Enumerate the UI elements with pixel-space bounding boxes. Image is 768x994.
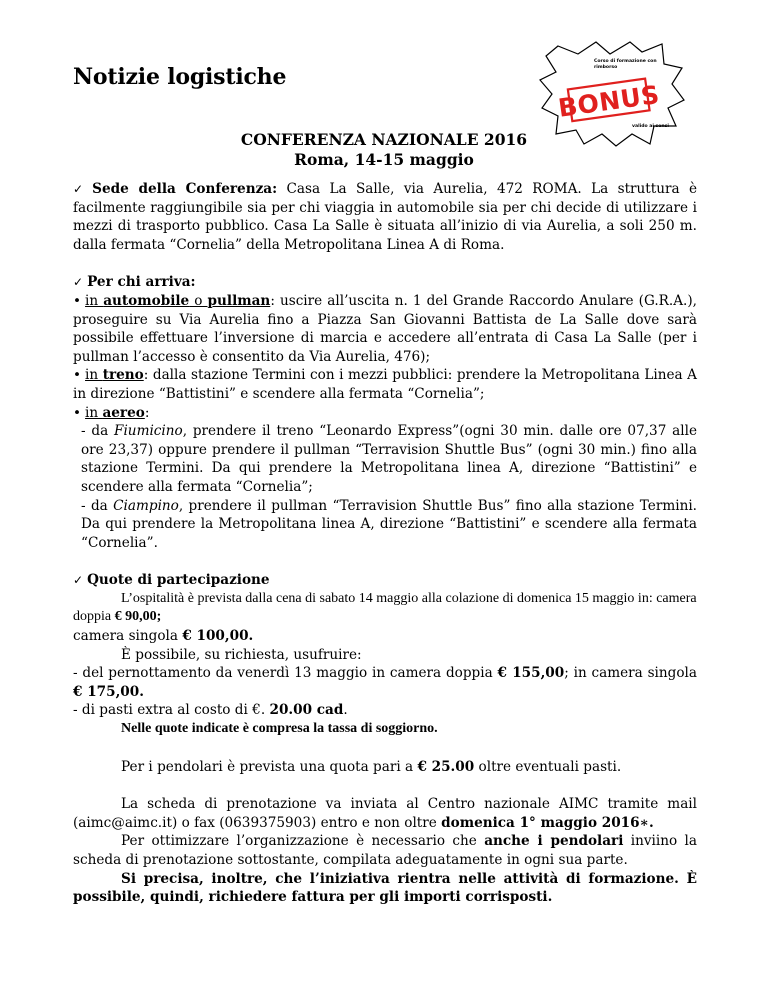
badge-bonus-word: BONUS bbox=[556, 79, 662, 123]
arrivo-label: Per chi arriva: bbox=[87, 274, 196, 291]
sede-label: Sede della Conferenza: bbox=[92, 181, 278, 197]
pendolari-pre: Per i pendolari è prevista una quota pari a bbox=[121, 758, 418, 775]
p1-date: domenica 1° maggio 2016 bbox=[441, 814, 640, 831]
p1-star: ∗. bbox=[639, 814, 654, 831]
p2-bold: anche i pendolari bbox=[484, 833, 624, 850]
aereo-prefix: in bbox=[85, 404, 103, 421]
page-title: Notizie logistiche bbox=[73, 64, 287, 90]
p1-pre: La scheda di prenotazione va inviata al Centro nazionale AIMC tramite mail (aimc@aimc.it) o fax (0639375903) entro e non oltre bbox=[73, 796, 697, 831]
pernott-singola: € 175,00. bbox=[73, 683, 144, 700]
auto-word: automobile bbox=[103, 292, 190, 309]
pendolari-price: € 25.00 bbox=[417, 758, 475, 775]
quote-tassa: Nelle quote indicate è compresa la tassa di soggiorno. bbox=[121, 721, 438, 737]
quote-text: L’ospitalità è prevista dalla cena di sabato 14 maggio alla colazione di domenica 15 maggio in: camera doppia bbox=[73, 590, 697, 625]
prenotazione-p3 bbox=[73, 870, 697, 907]
bullet-icon: • bbox=[73, 367, 82, 384]
check-icon: ✓ bbox=[73, 573, 84, 588]
pasti-end: . bbox=[343, 702, 348, 719]
sede-text: Casa La Salle, via Aurelia, 472 ROMA. La struttura è facilmente raggiungibile sia per chi viaggia in automobile sia per chi decide di utilizzare i mezzi di trasporto pubblico. Casa La Salle è situata all’inizio di via Aurelia, a soli 250 m. dalla fermata “Cornelia” della Metropolitana Linea A di Roma. bbox=[73, 181, 697, 253]
quote-line1 bbox=[73, 590, 697, 627]
auto-text: : uscire all’uscita n. 1 del Grande Raccordo Anulare (G.R.A.), proseguire su Via Aurelia fino a Piazza San Giovanni Battista de La Salle dove sarà possibile effettuare l’inversione di marcia e accedere all’entrata di Casa La Salle (per i pullman l’accesso è consentito da Via Aurelia, 476); bbox=[73, 292, 697, 365]
treno-word: treno bbox=[102, 367, 144, 384]
quote-heading bbox=[73, 571, 697, 590]
badge-bottom-text: valido ai sensi bbox=[632, 124, 669, 129]
ciampino-text: , prendere il pullman “Terravision Shuttle Bus” fino alla stazione Termini. Da qui prendere la Metropolitana linea A, direzione “Battistini” e scendere alla fermata “Cornelia”. bbox=[81, 497, 697, 551]
pendolari-post: oltre eventuali pasti. bbox=[474, 758, 622, 775]
quote-singola bbox=[73, 627, 697, 646]
treno-text: : dalla stazione Termini con i mezzi pubblici: prendere la Metropolitana Linea A in direzione “Battistini” e scendere alla fermata “Cornelia”; bbox=[73, 367, 697, 402]
pernott-pre: - del pernottamento da venerdì 13 maggio in camera doppia bbox=[73, 665, 498, 682]
conference-place-date: Roma, 14-15 maggio bbox=[294, 150, 474, 169]
doppia-price: € 90,00; bbox=[114, 609, 162, 625]
fiumicino-pre: - da bbox=[81, 423, 115, 440]
check-icon: ✓ bbox=[73, 182, 89, 196]
badge-top-text-2: rimborso bbox=[594, 65, 618, 70]
auto-word2: pullman bbox=[207, 292, 271, 309]
conference-heading bbox=[0, 130, 768, 170]
check-icon: ✓ bbox=[73, 275, 84, 290]
p2-post: inviino la scheda di prenotazione sottostante, compilata adeguatamente in ogni sua parte. bbox=[73, 833, 697, 868]
arrivo-auto bbox=[73, 292, 697, 366]
aereo-word: aereo bbox=[102, 404, 145, 421]
pernott-doppia: € 155,00 bbox=[497, 665, 565, 682]
quote-label: Quote di partecipazione bbox=[87, 572, 270, 589]
ciampino-word: Ciampino bbox=[113, 497, 179, 514]
conference-name: CONFERENZA NAZIONALE 2016 bbox=[240, 130, 528, 149]
prenotazione-p1 bbox=[73, 795, 697, 832]
quote-pasti bbox=[73, 701, 697, 720]
badge-top-text-1: Corso di formazione con bbox=[594, 59, 657, 64]
singola-price: € 100,00. bbox=[182, 628, 254, 645]
pasti-pre: - di pasti extra al costo di €. bbox=[73, 702, 270, 719]
sede-paragraph bbox=[73, 180, 697, 254]
ciampino-pre: - da bbox=[81, 497, 114, 514]
arrivo-aereo bbox=[73, 404, 697, 423]
auto-mid: o bbox=[189, 292, 208, 309]
bullet-icon: • bbox=[73, 292, 82, 309]
p3-text: Si precisa, inoltre, che l’iniziativa rientra nelle attività di formazione. È possibile, quindi, richiedere fattura per gli importi corrisposti. bbox=[73, 870, 697, 906]
bullet-icon: • bbox=[73, 404, 82, 421]
pernott-mid: ; in camera singola bbox=[564, 665, 697, 682]
quote-pendolari bbox=[73, 758, 697, 777]
treno-prefix: in bbox=[85, 367, 103, 384]
fiumicino-text: , prendere il treno “Leonardo Express”(ogni 30 min. dalle ore 07,37 alle ore 23,37) oppure prendere il pullman “Terravision Shuttle Bus” (ogni 30 min.) fino alla stazione Termini. Da qui prendere la Metropolitana linea A, direzione “Battistini” e scendere alla fermata “Cornelia”; bbox=[81, 423, 698, 495]
quote-possibile: È possibile, su richiesta, usufruire: bbox=[121, 646, 362, 663]
arrivo-fiumicino bbox=[73, 422, 697, 496]
aereo-colon: : bbox=[144, 404, 150, 421]
singola-label: camera singola bbox=[73, 628, 183, 645]
fiumicino-word: Fiumicino bbox=[114, 423, 183, 440]
prenotazione-p2 bbox=[73, 832, 697, 869]
pasti-price: 20.00 cad bbox=[269, 702, 344, 719]
auto-prefix: in bbox=[85, 292, 104, 309]
arrivo-ciampino bbox=[73, 497, 697, 553]
document-body bbox=[73, 180, 697, 907]
arrivo-heading bbox=[73, 273, 697, 292]
p2-pre: Per ottimizzare l’organizzazione è necessario che bbox=[121, 833, 485, 850]
quote-pernottamento bbox=[73, 664, 697, 701]
arrivo-treno bbox=[73, 366, 697, 403]
